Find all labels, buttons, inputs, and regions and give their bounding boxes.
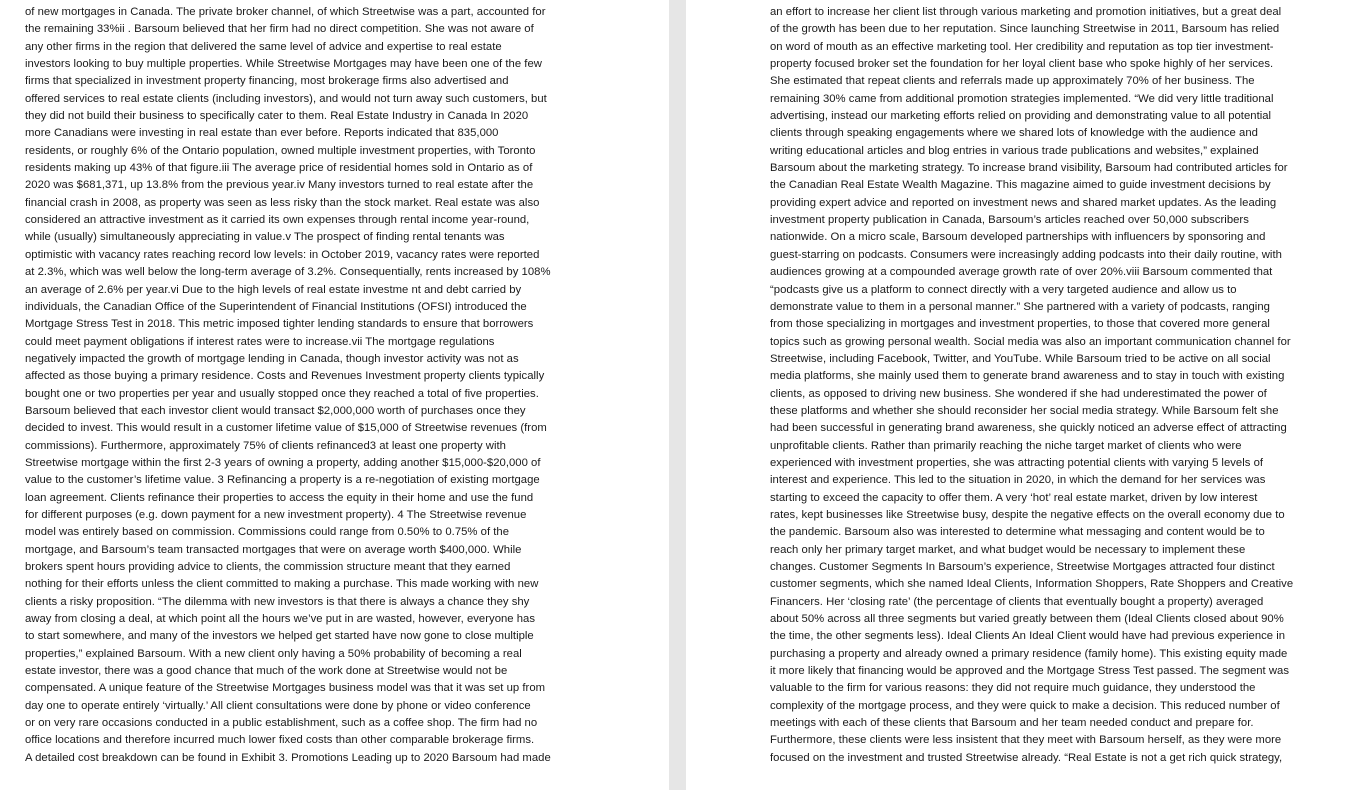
text-line: writing educational articles and blog entries in various trade publications and websites,” explained [770, 144, 1259, 157]
text-line: interest and experience. This led to the situation in 2020, in which the demand for her services was [770, 474, 1266, 487]
text-line: of new mortgages in Canada. The private broker channel, of which Streetwise was a part, accounted for [25, 6, 546, 18]
text-line: optimistic with vacancy rates reaching record low levels: in October 2019, vacancy rates were reported [25, 248, 540, 261]
text-line: residents, or roughly 6% of the Ontario population, owned multiple investment properties, with Toronto [25, 144, 536, 157]
text-line: Streetwise, including Facebook, Twitter, and YouTube. While Barsoum tried to be active on all social [770, 352, 1271, 365]
text-line: an effort to increase her client list through various marketing and promotion initiatives, but a great deal [770, 6, 1282, 18]
text-line: investors looking to buy multiple properties. While Streetwise Mortgages may have been one of the few [25, 58, 542, 71]
document-page-left [0, 0, 669, 790]
text-line: clients through speaking engagements where we shared lots of knowledge with the audience and [770, 127, 1258, 140]
text-line: about 50% across all three segments but varied greatly between them (Ideal Clients closed about 90% [770, 613, 1284, 626]
text-line: starting to exceed the capacity to offer them. A very ‘hot’ real estate market, driven by low interest [770, 491, 1258, 504]
text-line: from those specializing in mortgages and investment properties, to those that covered more general [770, 318, 1270, 331]
text-line: audiences growing at a compounded average growth rate of over 20%.viii Barsoum commented that [770, 266, 1273, 279]
text-line: considered an attractive investment as it carried its own expenses through rental income year-round, [25, 214, 530, 227]
text-line: Furthermore, these clients were less insistent that they meet with Barsoum herself, as they were more [770, 734, 1282, 747]
text-line: media platforms, she mainly used them to generate brand awareness and to stay in touch with existing [770, 370, 1285, 383]
text-line: unprofitable clients. Rather than primarily reaching the niche target market of clients who were [770, 439, 1242, 452]
text-line: Barsoum about the marketing strategy. To increase brand visibility, Barsoum had contributed articles for [770, 162, 1288, 175]
text-line: Streetwise mortgage within the first 2-3 years of owning a property, adding another $15,000-$20,000 of [25, 456, 541, 469]
text-line: guest-starring on podcasts. Consumers were increasingly adding podcasts into their daily routine, with [770, 248, 1282, 261]
text-line: clients a risky proposition. “The dilemma with new investors is that there is always a chance they shy [25, 595, 530, 608]
text-line: advertising, instead our marketing efforts relied on providing and demonstrating value to all potential [770, 110, 1272, 123]
text-line: focused on the investment and trusted Streetwise already. “Real Estate is not a get rich quick strategy, [770, 751, 1283, 764]
text-line: offered services to real estate clients (including investors), and would not turn away such customers, but [25, 92, 547, 105]
text-line: changes. Customer Segments In Barsoum’s experience, Streetwise Mortgages attracted four distinct [770, 561, 1275, 573]
text-line: of the growth has been due to her reputation. Since launching Streetwise in 2011, Barsoum has relied [770, 23, 1280, 36]
text-line: bought one or two properties per year and usually stopped once they reached a total of five properties. [25, 387, 539, 400]
text-line: for different purposes (e.g. down payment for a new investment property). 4 The Streetwise revenue [25, 508, 527, 521]
text-line: commissions). Furthermore, approximately 75% of clients refinanced3 at least one property with [25, 439, 506, 452]
text-line: while (usually) simultaneously appreciating in value.v The prospect of finding rental tenants was [25, 231, 505, 244]
text-line: A detailed cost breakdown can be found in Exhibit 3. Promotions Leading up to 2020 Barsoum had made [25, 751, 551, 764]
text-line: valuable to the firm for various reasons: they did not require much guidance, they understood the [770, 682, 1256, 695]
text-line: complexity of the mortgage process, and they were quick to make a decision. This reduced number of [770, 699, 1280, 712]
text-line: investment property publication in Canada, Barsoum’s articles reached over 50,000 subscribers [770, 214, 1249, 227]
text-line: residents making up 43% of that figure.iii The average price of residential homes sold in Ontario as of [25, 162, 533, 175]
text-line: loan agreement. Clients refinance their properties to access the equity in their home and use the fund [25, 491, 534, 504]
text-line: rates, kept businesses like Streetwise busy, despite the negative effects on the overall economy due to [770, 508, 1285, 521]
text-line: nationwide. On a micro scale, Barsoum developed partnerships with influencers by sponsoring and [770, 231, 1266, 244]
text-line: the remaining 33%ii . Barsoum believed that her firm had no direct competition. She was not aware of [25, 23, 534, 36]
text-line: property focused broker set the foundation for her loyal client base who spoke highly of her services. [770, 58, 1274, 71]
text-line: properties,” explained Barsoum. With a new client only having a 50% probability of becoming a real [25, 647, 522, 660]
page-text-left [25, 4, 669, 767]
text-line: reach only her primary target market, and what budget would be necessary to implement these [770, 543, 1246, 556]
document-page-right [686, 0, 1348, 790]
text-line: meetings with each of these clients that Barsoum and her team needed conduct and prepare for. [770, 717, 1254, 730]
text-line: the Canadian Real Estate Wealth Magazine. This magazine aimed to guide investment decisions by [770, 179, 1271, 192]
text-line: had been successful in generating brand awareness, she quickly noticed an adverse effect of attracting [770, 422, 1287, 435]
text-line: could meet payment obligations if interest rates were to increase.vii The mortgage regulations [25, 335, 495, 348]
text-line: at 2.3%, which was well below the long-term average of 3.2%. Consequentially, rents increased by 108% [25, 266, 551, 279]
text-line: they did not build their business to specifically cater to them. Real Estate Industry in Canada In 2020 [25, 110, 529, 123]
text-line: purchasing a property and already owned a primary residence (family home). This existing equity made [770, 647, 1288, 660]
text-line: 2020 was $681,371, up 13.8% from the previous year.iv Many investors turned to real estate after the [25, 179, 534, 192]
text-line: estate investor, there was a good chance that much of the work done at Streetwise would not be [25, 665, 508, 678]
text-line: mortgage, and Barsoum’s team transacted mortgages that were on average worth $400,000. While [25, 543, 522, 556]
text-line: an average of 2.6% per year.vi Due to the high levels of real estate investme nt and debt carried by [25, 283, 522, 296]
text-line: the pandemic. Barsoum also was interested to determine what messaging and content would be to [770, 526, 1265, 539]
text-line: customer segments, which she named Ideal Clients, Information Shoppers, Rate Shoppers and Creative [770, 578, 1294, 591]
text-line: affected as those buying a primary residence. Costs and Revenues Investment property clients typically [25, 370, 545, 383]
text-line: clients, as opposed to driving new business. She wondered if she had underestimated the power of [770, 387, 1267, 400]
text-line: these platforms and whether she should reconsider her social media strategy. While Barsoum felt she [770, 404, 1279, 417]
text-line: “podcasts give us a platform to connect directly with a very targeted audience and allow us to [770, 283, 1237, 296]
text-line: day one to operate entirely ‘virtually.’ All client consultations were done by phone or video conference [25, 699, 531, 712]
text-line: away from closing a deal, at which point all the hours we’ve put in are wasted, however, everyone has [25, 613, 536, 626]
text-line: to start somewhere, and many of the investors we helped get started have now gone to close multiple [25, 630, 534, 643]
text-line: remaining 30% came from additional promotion strategies implemented. “We did very little traditional [770, 92, 1274, 105]
text-line: on word of mouth as an effective marketing tool. Her credibility and reputation as top tier investment- [770, 40, 1274, 53]
text-line: office locations and therefore incurred much lower fixed costs than other comparable brokerage firms. [25, 734, 535, 747]
text-line: negatively impacted the growth of mortgage lending in Canada, though investor activity was not as [25, 352, 519, 365]
text-line: demonstrate value to them in a personal manner.” She partnered with a variety of podcasts, ranging [770, 300, 1270, 313]
text-line: value to the customer’s lifetime value. 3 Refinancing a property is a re-negotiation of existing mortgage [25, 474, 540, 487]
text-line: model was entirely based on commission. Commissions could range from 0.50% to 0.75% of the [25, 526, 510, 539]
text-line: Financers. Her ‘closing rate’ (the percentage of clients that eventually bought a property) averaged [770, 595, 1264, 608]
text-line: decided to invest. This would result in a customer lifetime value of $15,000 of Streetwise revenues (from [25, 422, 547, 435]
text-line: or on very rare occasions conducted in a public establishment, such as a coffee shop. The firm had no [25, 717, 538, 730]
text-line: more Canadians were investing in real estate than ever before. Reports indicated that 835,000 [25, 127, 499, 140]
text-line: it more likely that financing would be approved and the Mortgage Stress Test passed. The segment was [770, 665, 1290, 678]
text-line: any other firms in the region that delivered the same level of advice and expertise to real estate [25, 40, 502, 53]
text-line: the time, the other segments less). Ideal Clients An Ideal Client would have had previous experience in [770, 630, 1286, 643]
text-line: financial crash in 2008, as property was seen as less risky than the stock market. Real estate was also [25, 196, 540, 209]
text-line: Mortgage Stress Test in 2018. This metric imposed tighter lending standards to ensure that borrowers [25, 318, 534, 331]
text-line: compensated. A unique feature of the Streetwise Mortgages business model was that it was set up from [25, 682, 546, 695]
text-line: individuals, the Canadian Office of the Superintendent of Financial Institutions (OFSI) introduced the [25, 300, 527, 313]
text-line: brokers spent hours providing advice to clients, the commission structure meant that they earned [25, 561, 511, 573]
page-text-right [770, 4, 1348, 767]
text-line: She estimated that repeat clients and referrals made up approximately 70% of her business. The [770, 75, 1255, 88]
text-line: Barsoum believed that each investor client would transact $2,000,000 worth of purchases once they [25, 404, 526, 417]
text-line: firms that specialized in investment property financing, most brokerage firms also advertised and [25, 75, 509, 88]
text-line: providing expert advice and reported on investment news and shared market updates. As the leading [770, 196, 1277, 209]
text-line: experienced with investment properties, she was attracting potential clients with varying 5 levels of [770, 456, 1264, 469]
text-line: nothing for their efforts unless the client committed to making a purchase. This made working with new [25, 578, 539, 591]
text-line: topics such as growing personal wealth. Social media was also an important communication channel for [770, 335, 1291, 348]
